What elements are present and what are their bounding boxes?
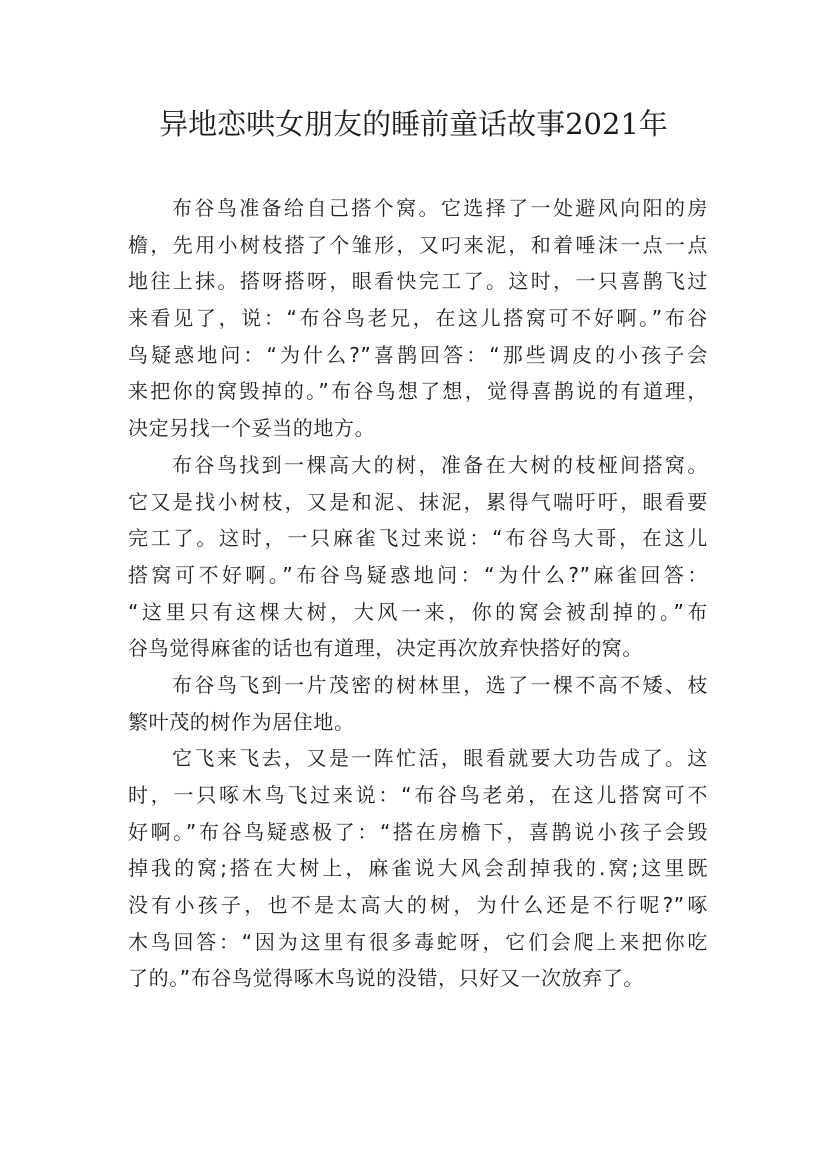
- story-line: 来把你的窝毁掉的。”布谷鸟想了想，觉得喜鹊说的有道理，: [128, 379, 708, 404]
- story-line: 没有小孩子，也不是太高大的树，为什么还是不行呢?”啄: [128, 893, 708, 918]
- story-line: 完工了。这时，一只麻雀飞过来说：“布谷鸟大哥，在这儿: [128, 526, 708, 551]
- story-line: 好啊。”布谷鸟疑惑极了：“搭在房檐下，喜鹊说小孩子会毁: [128, 819, 708, 844]
- story-line: 布谷鸟准备给自己搭个窝。它选择了一处避风向阳的房: [172, 196, 708, 220]
- story-line: 布谷鸟找到一棵高大的树，准备在大树的枝桠间搭窝。: [172, 452, 708, 477]
- story-line: 地往上抹。搭呀搭呀，眼看快完工了。这时，一只喜鹊飞过: [128, 269, 708, 294]
- story-body: [128, 190, 708, 997]
- story-line: 了的。”布谷鸟觉得啄木鸟说的没错，只好又一次放弃了。: [128, 966, 644, 991]
- story-line: 檐，先用小树枝搭了个雏形，又叼来泥，和着唾沫一点一点: [128, 232, 708, 257]
- story-line: 它飞来飞去，又是一阵忙活，眼看就要大功告成了。这: [172, 746, 708, 771]
- story-line: 来看见了，说：“布谷鸟老兄，在这儿搭窝可不好啊。”布谷: [128, 306, 708, 331]
- story-line: 谷鸟觉得麻雀的话也有道理，决定再次放弃快搭好的窝。: [128, 636, 643, 661]
- story-line: 搭窝可不好啊。”布谷鸟疑惑地问：“为什么?”麻雀回答：: [128, 562, 708, 587]
- story-line: 布谷鸟飞到一片茂密的树林里，选了一棵不高不矮、枝: [172, 672, 708, 697]
- story-line: 决定另找一个妥当的地方。: [128, 416, 376, 441]
- story-line: “这里只有这棵大树，大风一来，你的窝会被刮掉的。”布: [128, 599, 708, 624]
- story-line: 时，一只啄木鸟飞过来说：“布谷鸟老弟，在这儿搭窝可不: [128, 783, 708, 807]
- story-line: 木鸟回答：“因为这里有很多毒蛇呀，它们会爬上来把你吃: [128, 929, 708, 954]
- document-title: 异地恋哄女朋友的睡前童话故事2021年: [159, 107, 668, 141]
- story-line: 繁叶茂的树作为居住地。: [128, 709, 355, 734]
- story-line: 鸟疑惑地问：“为什么?”喜鹊回答：“那些调皮的小孩子会: [128, 342, 708, 367]
- story-line: 掉我的窝;搭在大树上，麻雀说大风会刮掉我的.窝;这里既: [128, 856, 708, 881]
- story-line: 它又是找小树枝，又是和泥、抹泥，累得气喘吁吁，眼看要: [128, 489, 708, 514]
